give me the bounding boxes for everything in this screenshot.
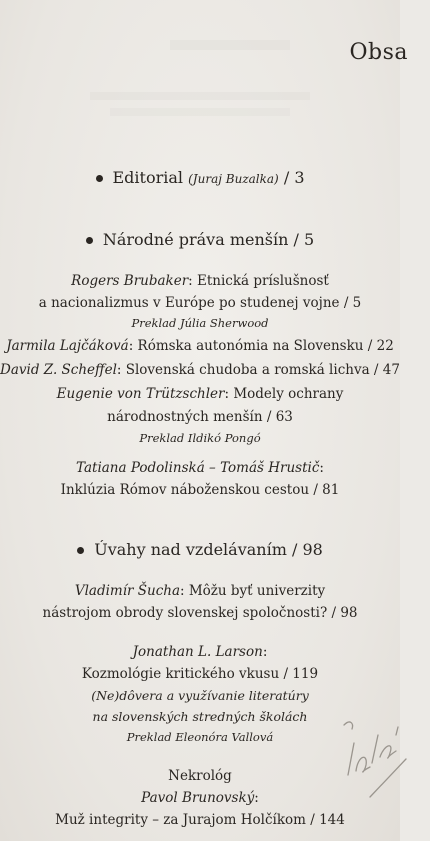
toc-entry-nekrolog-cont	[0, 814, 430, 828]
toc-entry-sucha-cont	[0, 607, 430, 621]
author-colon: :	[254, 790, 259, 806]
show-through-marks	[170, 40, 290, 50]
toc-entry-scheffel	[0, 364, 430, 378]
section-narodne-prava	[0, 230, 400, 249]
article-title: Muž integrity – za Jurajom Holčíkom / 144	[55, 812, 345, 828]
toc-entry-lajcakova	[0, 340, 430, 354]
author: David Z. Scheffel	[0, 362, 117, 378]
author: Vladimír Šucha	[74, 583, 181, 599]
show-through-marks	[90, 92, 310, 100]
author: Jarmila Lajčáková	[6, 338, 129, 354]
author-colon: :	[262, 644, 268, 660]
author-colon: :	[319, 460, 324, 476]
article-title: nástrojom obrody slovenskej spoločnosti? / 98	[42, 605, 358, 621]
nekrolog-heading: Nekrológ	[168, 768, 232, 784]
toc-entry-brubaker-cont	[0, 297, 430, 311]
article-title: : Etnická príslušnosť	[188, 273, 329, 289]
section-name: Národné práva menšín	[102, 230, 289, 249]
toc-entry-sucha	[0, 585, 430, 599]
author: Pavol Brunovský	[141, 790, 255, 806]
author: Rogers Brubaker	[71, 273, 189, 289]
article-title: : Slovenská chudoba a romská lichva / 47	[116, 362, 400, 378]
article-title: a nacionalizmus v Európe po studenej vojne / 5	[38, 295, 362, 311]
article-title: : Rómska autonómia na Slovensku / 22	[128, 338, 394, 354]
article-subtitle: (Ne)dôvera a využívanie literatúry	[91, 688, 309, 703]
bullet-icon	[96, 175, 103, 182]
section-page: / 98	[286, 540, 323, 559]
show-through-marks	[110, 108, 290, 116]
toc-entry-larson-cont	[0, 668, 430, 682]
pencil-handwriting	[340, 705, 410, 800]
author: Jonathan L. Larson	[132, 644, 263, 660]
article-title: národnostných menšín / 63	[107, 409, 293, 425]
section-page: / 3	[278, 168, 305, 187]
section-page: / 5	[288, 230, 315, 249]
translation-credit: Preklad Eleonóra Vallová	[126, 730, 274, 744]
article-title: : Modely ochrany	[224, 386, 344, 402]
section-uvahy	[0, 540, 400, 559]
article-title: : Môžu byť univerzity	[180, 583, 326, 599]
section-editor: (Juraj Buzalka)	[188, 172, 279, 186]
section-name: Editorial	[112, 168, 184, 187]
article-title: Kozmológie kritického vkusu / 119	[81, 666, 319, 682]
toc-entry-truetzschler-cont	[0, 411, 430, 425]
toc-entry-podolinska	[0, 462, 430, 476]
toc-entry-podolinska-cont	[0, 484, 430, 498]
translation-credit: Preklad Júlia Sherwood	[131, 316, 269, 330]
article-subtitle: na slovenských stredných školách	[92, 709, 308, 724]
author: Tatiana Podolinská – Tomáš Hrustič	[76, 460, 320, 476]
section-editorial	[0, 168, 400, 187]
toc-entry-truetzschler	[0, 388, 430, 402]
article-title: Inklúzia Rómov náboženskou cestou / 81	[60, 482, 340, 498]
translation-credit: Preklad Ildikó Pongó	[139, 431, 261, 445]
author: Eugenie von Trützschler	[56, 386, 225, 402]
toc-entry-larson	[0, 646, 430, 660]
section-name: Úvahy nad vzdelávaním	[94, 540, 287, 559]
bullet-icon	[86, 237, 93, 244]
bullet-icon	[77, 547, 84, 554]
page-title: Obsa	[349, 40, 408, 65]
toc-entry-brubaker	[0, 275, 430, 289]
